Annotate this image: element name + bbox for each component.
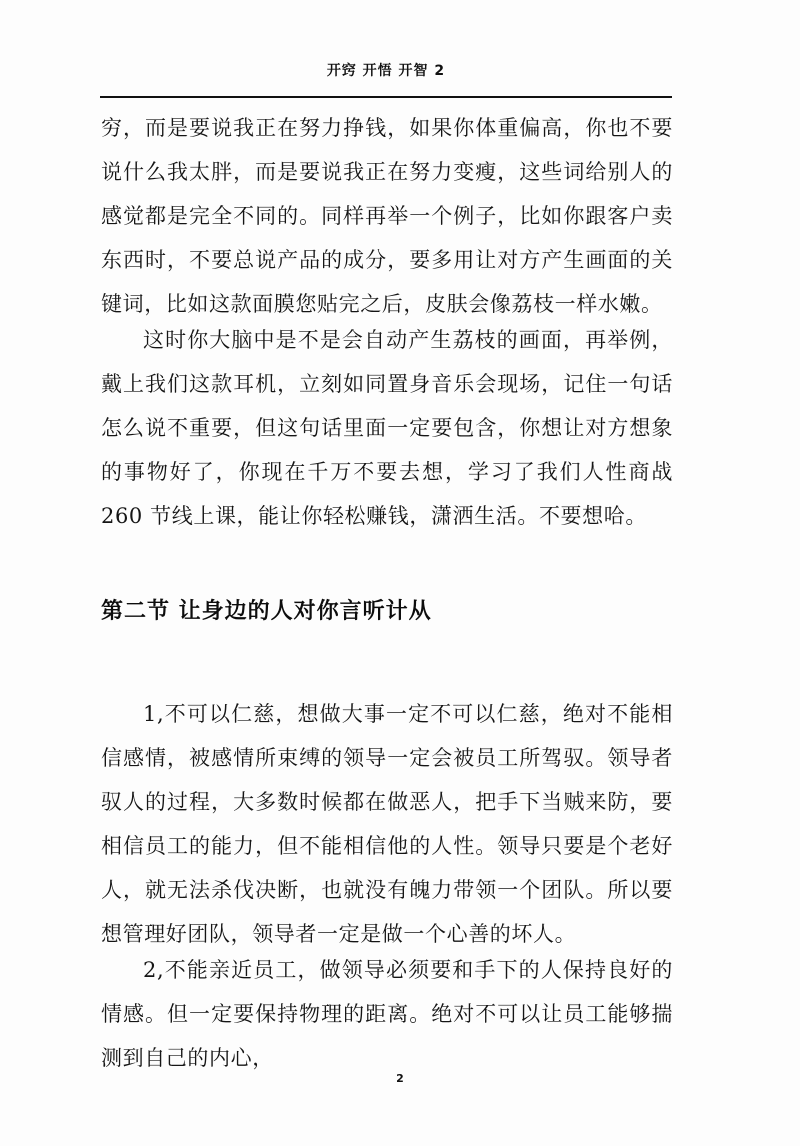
body-paragraph: 1,不可以仁慈，想做大事一定不可以仁慈，绝对不能相信感情，被感情所束缚的领导一定会被员工所驾驭。领导者驭人的过程，大多数时候都在做恶人，把手下当贼来防，要相信员工的能力，但不能相信他的人性。领导只要是个老好人，就无法杀伐决断，也就没有魄力带领一个团队。所以要想管理好团队，领导者一定是做一个心善的坏人。 [101, 702, 673, 946]
body-paragraph: 2,不能亲近员工，做领导必须要和手下的人保持良好的情感。但一定要保持物理的距离。绝对不可以让员工能够揣测到自己的内心， [101, 958, 673, 1070]
section-heading: 第二节 让身边的人对你言听计从 [101, 599, 432, 624]
running-header: 开窍 开悟 开智 2 [326, 63, 446, 79]
page-number: 2 [396, 1072, 404, 1085]
header-divider [100, 96, 672, 98]
body-paragraph: 穷，而是要说我正在努力挣钱，如果你体重偏高，你也不要说什么我太胖，而是要说我正在努力变瘦，这些词给别人的感觉都是完全不同的。同样再举一个例子，比如你跟客户卖东西时，不要总说产品的成分，要多用让对方产生画面的关键词，比如这款面膜您贴完之后，皮肤会像荔枝一样水嫩。 [101, 116, 673, 316]
body-paragraph: 这时你大脑中是不是会自动产生荔枝的画面，再举例，戴上我们这款耳机，立刻如同置身音乐会现场，记住一句话怎么说不重要，但这句话里面一定要包含，你想让对方想象的事物好了，你现在千万不要去想，学习了我们人性商战 260 节线上课，能让你轻松赚钱，潇洒生活。不要想哈。 [101, 328, 673, 528]
